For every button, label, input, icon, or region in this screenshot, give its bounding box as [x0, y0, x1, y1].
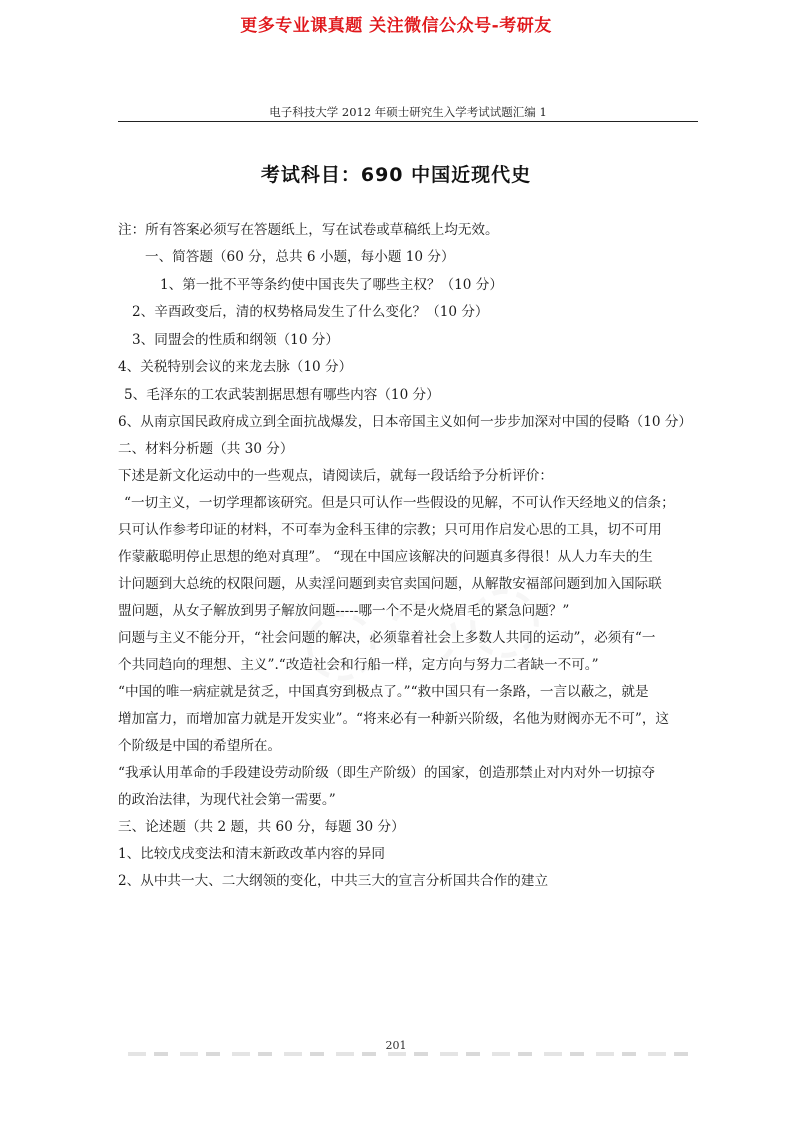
page-number: 201	[385, 1039, 407, 1052]
material-line: 增加富力，而增加富力就是开发实业”。“将来必有一种新兴阶级，名他为财阀亦无不可”，这	[118, 711, 670, 727]
scan-noise-strip	[128, 1052, 688, 1056]
material-line: 问题与主义不能分开，“社会问题的解决，必须靠着社会上多数人共同的运动”，必须有“一	[118, 630, 656, 646]
instruction-note: 注：所有答案必须写在答题纸上，写在试卷或草稿纸上均无效。	[118, 222, 499, 238]
section-2-intro: 下述是新文化运动中的一些观点，请阅读后，就每一段话给予分析评价：	[118, 468, 553, 484]
short-question-1: 1、第一批不平等条约使中国丧失了哪些主权？（10 分）	[160, 277, 503, 293]
running-header: 电子科技大学 2012 年硕士研究生入学考试试题汇编 1	[269, 105, 547, 119]
short-question-3: 3、同盟会的性质和纲领（10 分）	[132, 332, 339, 348]
promo-banner: 更多专业课真题 关注微信公众号-考研友	[240, 16, 552, 36]
material-line: “一切主义，一切学理都该研究。但是只可认作一些假设的见解，不可认作天经地义的信条；	[124, 495, 675, 511]
material-line: “中国的唯一病症就是贫乏，中国真穷到极点了。”“救中国只有一条路，一言以蔽之，就是	[118, 684, 649, 700]
section-1-heading: 一、简答题（60 分，总共 6 小题，每小题 10 分）	[145, 249, 455, 265]
exam-title: 考试科目：690 中国近现代史	[260, 164, 532, 186]
material-line: 个共同趋向的理想、主义”.“改造社会和行船一样，定方向与努力二者缺一不可。”	[118, 657, 599, 673]
material-line: 计问题到大总统的权限问题，从卖淫问题到卖官卖国问题，从解散安福部问题到加入国际联	[118, 576, 662, 592]
material-line: 个阶级是中国的希望所在。	[118, 738, 282, 754]
section-3-heading: 三、论述题（共 2 题，共 60 分，每题 30 分）	[118, 819, 405, 835]
material-line: 作蒙蔽聪明停止思想的绝对真理”。 “现在中国应该解决的问题真多得很！从人力车夫的生	[118, 549, 653, 565]
material-line: 盟问题，从女子解放到男子解放问题-----哪一个不是火烧眉毛的紧急问题？”	[118, 603, 570, 619]
material-line: 只可认作参考印证的材料，不可奉为金科玉律的宗教；只可用作启发心思的工具，切不可用	[118, 522, 662, 538]
short-question-2: 2、辛酉政变后，清的权势格局发生了什么变化？（10 分）	[132, 304, 489, 320]
short-question-5: 5、毛泽东的工农武装割据思想有哪些内容（10 分）	[124, 387, 440, 403]
material-line: 的政治法律，为现代社会第一需要。”	[118, 792, 336, 808]
essay-question-1: 1、比较戊戌变法和清末新政改革内容的异同	[118, 846, 385, 862]
section-2-heading: 二、材料分析题（共 30 分）	[118, 441, 294, 457]
essay-question-2: 2、从中共一大、二大纲领的变化，中共三大的宣言分析国共合作的建立	[118, 873, 549, 889]
short-question-6: 6、从南京国民政府成立到全面抗战爆发，日本帝国主义如何一步步加深对中国的侵略（10 分）	[118, 414, 693, 430]
short-question-4: 4、关税特别会议的来龙去脉（10 分）	[118, 359, 353, 375]
material-line: “我承认用革命的手段建设劳动阶级（即生产阶级）的国家，创造那禁止对内对外一切掠夺	[118, 765, 656, 781]
